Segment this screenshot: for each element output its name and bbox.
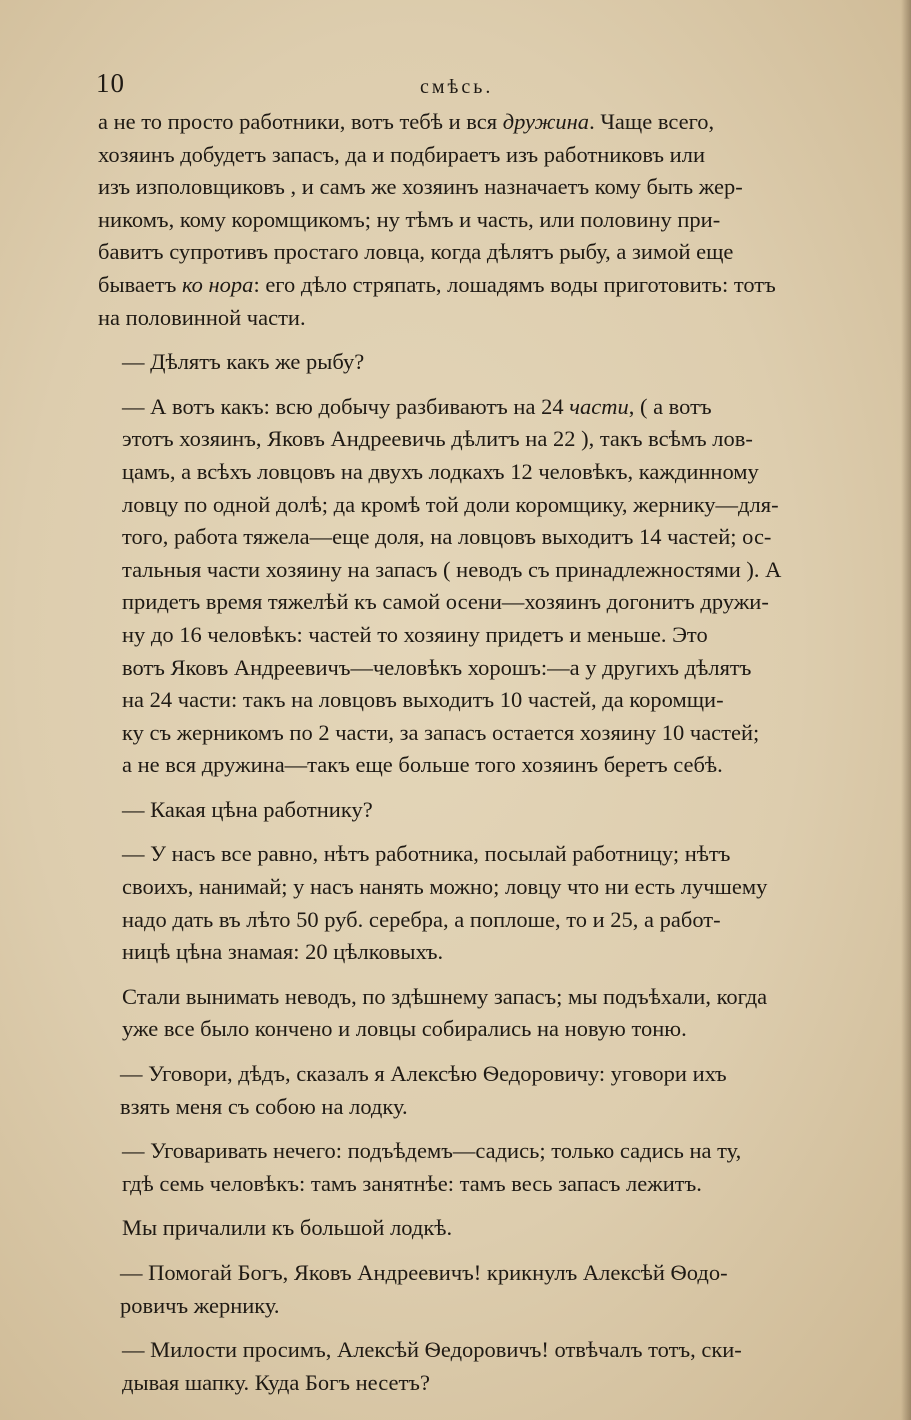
text-run: ницѣ цѣна знамая: 20 цѣлковыхъ. <box>122 939 444 965</box>
text-line <box>98 652 786 685</box>
text-run: на 24 части: такъ на ловцовъ выходитъ 10 частей, да коромщи- <box>122 687 724 713</box>
text-run: вотъ Яковъ Андреевичъ—человѣкъ хорошъ:—а у другихъ дѣлятъ <box>122 654 752 680</box>
text-line <box>98 456 786 489</box>
text-run: этотъ хозяинъ, Яковъ Андреевичь дѣлитъ на 22 ), такъ всѣмъ лов- <box>122 426 753 452</box>
text-line <box>98 749 786 782</box>
text-line <box>98 489 786 522</box>
text-line <box>98 1168 786 1201</box>
text-run: гдѣ семь человѣкъ: тамъ занятнѣе: тамъ весь запасъ лежитъ. <box>122 1170 702 1196</box>
text-line <box>98 269 786 302</box>
text-run: придетъ время тяжелѣй къ самой осени—хозяинъ догонитъ дружи- <box>122 589 769 615</box>
text-run: — Какая цѣна работнику? <box>122 796 373 822</box>
text-run: на половинной части. <box>98 304 306 330</box>
paragraph <box>98 1257 786 1322</box>
text-line <box>98 139 786 172</box>
text-run: : его дѣло стряпать, лошадямъ воды приготовить: тотъ <box>253 271 776 297</box>
paragraph <box>98 391 786 782</box>
text-run: надо дать въ лѣто 50 руб. серебра, а поплоше, то и 25, а работ- <box>122 906 721 932</box>
text-line <box>98 1367 786 1400</box>
text-line <box>98 1257 786 1290</box>
text-line <box>98 1334 786 1367</box>
text-run: , ( а вотъ <box>628 393 712 419</box>
text-line <box>98 794 786 827</box>
text-line <box>98 171 786 204</box>
text-line <box>98 423 786 456</box>
body-text <box>98 106 786 1411</box>
text-run: ровичъ жернику. <box>120 1292 280 1318</box>
text-line <box>98 981 786 1014</box>
text-run: — Дѣлятъ какъ же рыбу? <box>122 349 365 375</box>
text-line <box>98 684 786 717</box>
text-line <box>98 521 786 554</box>
text-run: уже все было кончено и ловцы собирались на новую тоню. <box>122 1016 687 1042</box>
text-run: — А вотъ какъ: всю добычу разбиваютъ на 24 <box>122 393 570 419</box>
text-line <box>98 936 786 969</box>
text-line <box>98 391 786 424</box>
text-line <box>98 1091 786 1124</box>
text-run: — Уговори, дѣдъ, сказалъ я Алексѣю Ѳедоровичу: уговори ихъ <box>120 1061 727 1087</box>
page-edge-shadow <box>901 0 911 1420</box>
text-run: изъ изполовщиковъ , и самъ же хозяинъ назначаетъ кому быть жер- <box>98 174 743 200</box>
paragraph <box>98 1058 786 1123</box>
text-line <box>98 586 786 619</box>
text-run: — Милости просимъ, Алексѣй Ѳедоровичъ! отвѣчалъ тотъ, ски- <box>122 1337 742 1363</box>
text-run: бавитъ супротивъ простаго ловца, когда дѣлятъ рыбу, а зимой еще <box>98 239 734 265</box>
text-line <box>98 904 786 937</box>
text-run: — Уговаривать нечего: подъѣдемъ—садись; только садись на ту, <box>122 1138 742 1164</box>
text-line <box>98 1290 786 1323</box>
text-run: — Помогай Богъ, Яковъ Андреевичъ! крикнулъ Алексѣй Ѳодо- <box>120 1260 728 1285</box>
text-line <box>98 1058 786 1091</box>
text-line <box>98 717 786 750</box>
running-title: смѣсь. <box>420 76 494 98</box>
text-line <box>98 106 786 139</box>
paragraph <box>98 838 786 968</box>
text-line <box>98 1135 786 1168</box>
text-run: своихъ, нанимай; у насъ нанять можно; ловцу что ни есть лучшему <box>122 874 768 900</box>
page-number: 10 <box>96 68 125 98</box>
paragraph <box>98 106 786 334</box>
text-run: дывая шапку. Куда Богъ несетъ? <box>122 1369 430 1395</box>
paragraph <box>98 981 786 1046</box>
paragraph <box>98 1212 786 1245</box>
text-run: — У насъ все равно, нѣтъ работника, посылай работницу; нѣтъ <box>122 841 731 867</box>
text-run: ну до 16 человѣкъ: частей то хозяину придетъ и меньше. Это <box>122 621 708 647</box>
text-line <box>98 1212 786 1245</box>
text-run: хозяинъ добудетъ запасъ, да и подбираетъ изъ работниковъ или <box>98 141 705 167</box>
text-line <box>98 838 786 871</box>
text-line <box>98 204 786 237</box>
text-run: Мы причалили къ большой лодкѣ. <box>122 1215 453 1241</box>
italic-word: дружина <box>502 109 590 134</box>
paragraph <box>98 346 786 379</box>
text-run: Стали вынимать неводъ, по здѣшнему запасъ; мы подъѣхали, когда <box>122 983 768 1009</box>
text-line <box>98 554 786 587</box>
text-run: ловцу по одной долѣ; да кромѣ той доли коромщику, жернику—для- <box>122 491 779 517</box>
text-line <box>98 619 786 652</box>
text-line <box>98 346 786 379</box>
italic-word: ко нора <box>181 271 254 297</box>
text-run: взять меня съ собою на лодку. <box>120 1093 408 1119</box>
text-run: . Чаще всего, <box>589 109 715 134</box>
text-run: тальныя части хозяину на запасъ ( неводъ съ принадлежностями ). А <box>122 556 782 582</box>
text-run: а не вся дружина—такъ еще больше того хозяинъ беретъ себѣ. <box>122 752 723 778</box>
italic-word: части <box>569 393 629 419</box>
text-run: ку съ жерникомъ по 2 части, за запасъ остается хозяину 10 частей; <box>122 719 760 745</box>
text-line <box>98 302 786 335</box>
paragraph <box>98 1135 786 1200</box>
text-line <box>98 1013 786 1046</box>
text-run: цамъ, а всѣхъ ловцовъ на двухъ лодкахъ 12 человѣкъ, каждинному <box>122 458 759 484</box>
text-run: а не то просто работники, вотъ тебѣ и вся <box>98 109 503 134</box>
paragraph <box>98 1334 786 1399</box>
text-run: бываетъ <box>98 271 182 297</box>
text-run: того, работа тяжела—еще доля, на ловцовъ выходитъ 14 частей; ос- <box>122 524 772 550</box>
paragraph <box>98 794 786 827</box>
text-line <box>98 871 786 904</box>
text-line <box>98 236 786 269</box>
text-run: никомъ, кому коромщикомъ; ну тѣмъ и часть, или половину при- <box>98 206 721 232</box>
